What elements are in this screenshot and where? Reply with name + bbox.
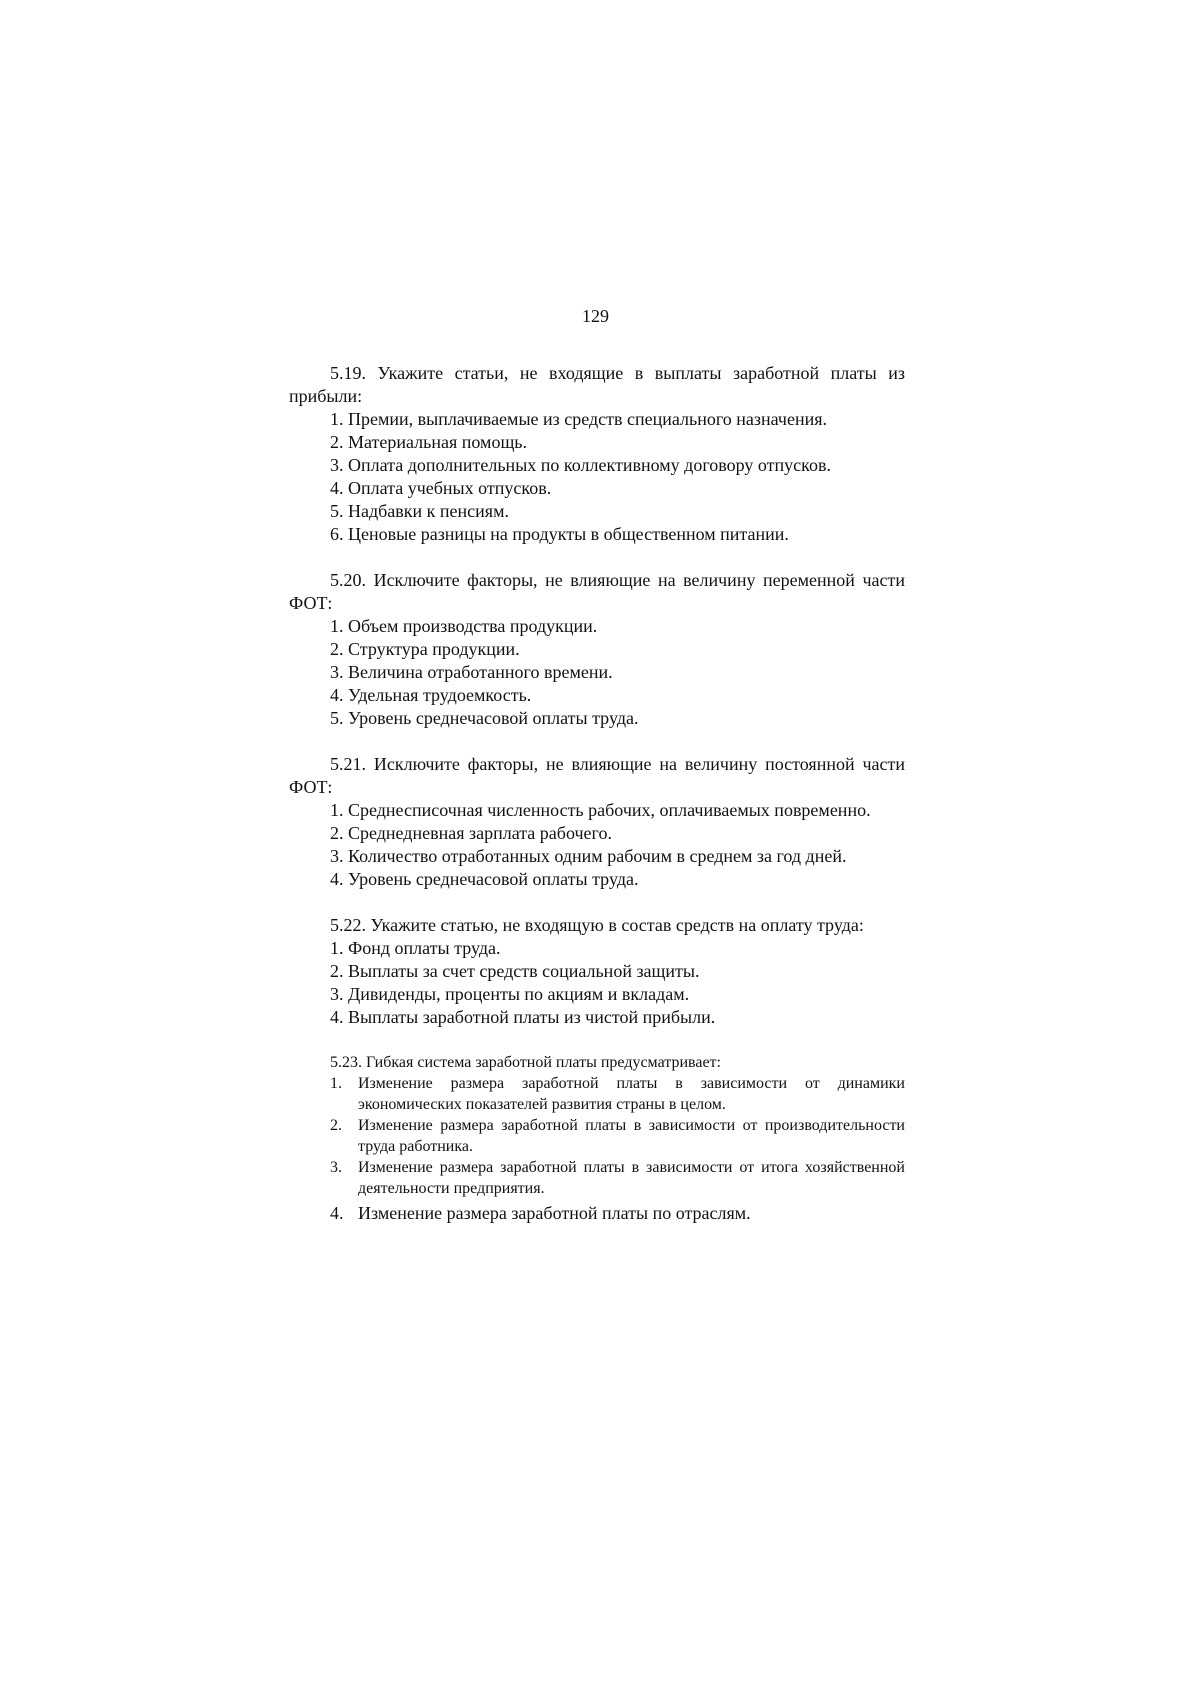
answer-text: Изменение размера заработной платы в зависимости от производительности труда работника. [358,1117,905,1155]
answer-number: 2. [330,1117,342,1134]
answer-item: 2. Структура продукции. [330,639,520,659]
spacer [289,1029,905,1052]
answer-item [289,1115,905,1157]
answer-number: 4. [330,1203,344,1223]
answer-number: 1. [330,1075,342,1092]
answer-item [289,1157,905,1199]
answer-text: Изменение размера заработной платы в зависимости от итога хозяйственной деятельности предприятия. [358,1159,905,1197]
question-title: 5.23. Гибкая система заработной платы предусматривает: [330,1054,721,1071]
answer-list [289,408,905,546]
question-5-21 [289,753,905,891]
question-title: 5.19. Укажите статьи, не входящие в выплаты заработной платы из прибыли: [289,363,905,406]
answer-item: 4. Уровень среднечасовой оплаты труда. [330,869,639,889]
answer-item: 4. Удельная трудоемкость. [330,685,532,705]
answer-list [289,937,905,1029]
question-title: 5.22. Укажите статью, не входящую в состав средств на оплату труда: [330,915,864,935]
answer-item: 1. Объем производства продукции. [330,616,598,636]
answer-item: 3. Оплата дополнительных по коллективному договору отпусков. [330,455,831,475]
page-content [289,362,905,1225]
spacer [289,730,905,753]
question-title: 5.20. Исключите факторы, не влияющие на величину переменной части ФОТ: [289,570,905,613]
answer-item: 4. Оплата учебных отпусков. [330,478,552,498]
spacer [289,546,905,569]
answer-item: 2. Материальная помощь. [330,432,528,452]
question-5-22 [289,914,905,1029]
answer-number: 3. [330,1159,342,1176]
question-5-20 [289,569,905,730]
answer-item: 4. Выплаты заработной платы из чистой прибыли. [330,1007,716,1027]
answer-item [289,1073,905,1115]
answer-text: Изменение размера заработной платы в зависимости от динамики экономических показателей развития страны в целом. [358,1075,905,1113]
answer-item: 6. Ценовые разницы на продукты в общественном питании. [330,524,789,544]
answer-item: 2. Среднедневная зарплата рабочего. [330,823,612,843]
answer-item: 3. Количество отработанных одним рабочим в среднем за год дней. [330,846,847,866]
answer-item: 1. Среднесписочная численность рабочих, оплачиваемых повременно. [330,800,871,820]
answer-item: 2. Выплаты за счет средств социальной защиты. [330,961,700,981]
answer-item: 3. Величина отработанного времени. [330,662,613,682]
answer-item: 5. Уровень среднечасовой оплаты труда. [330,708,639,728]
question-5-19 [289,362,905,546]
question-5-23 [289,1052,905,1225]
answer-list [289,615,905,730]
page-number: 129 [582,306,609,326]
question-title: 5.21. Исключите факторы, не влияющие на величину постоянной части ФОТ: [289,754,905,797]
answer-item: 5. Надбавки к пенсиям. [330,501,509,521]
answer-item: 1. Фонд оплаты труда. [330,938,501,958]
answer-item: 1. Премии, выплачиваемые из средств специального назначения. [330,409,828,429]
answer-list [289,799,905,891]
answer-item: 3. Дивиденды, проценты по акциям и вкладам. [330,984,690,1004]
spacer [289,891,905,914]
answer-text: Изменение размера заработной платы по отраслям. [358,1203,751,1223]
answer-item [289,1201,905,1225]
